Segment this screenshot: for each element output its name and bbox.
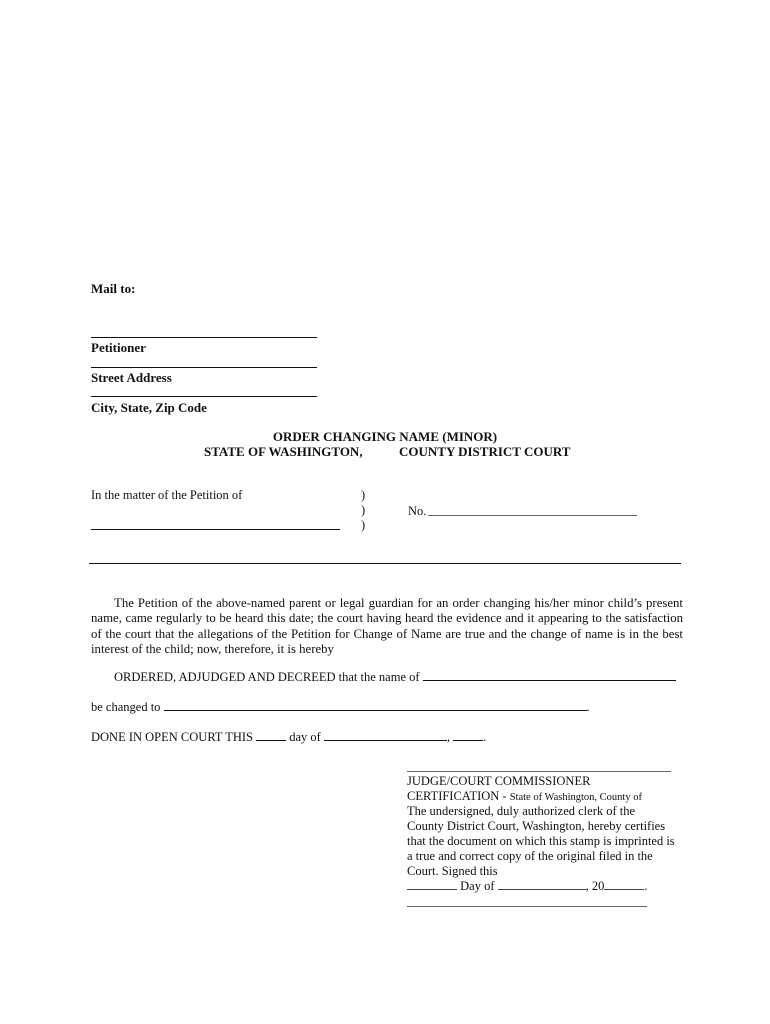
city-state-zip-label: City, State, Zip Code	[91, 400, 207, 415]
changed-to-line	[91, 700, 590, 715]
changed-to-period: .	[586, 700, 590, 714]
caption-paren: )	[361, 488, 366, 502]
petitioner-label: Petitioner	[91, 340, 146, 355]
case-number-field[interactable]	[428, 515, 637, 516]
ordered-text: ORDERED, ADJUDGED AND DECREED that the name of	[114, 670, 420, 684]
child-name-line[interactable]	[91, 529, 340, 530]
document-title: ORDER CHANGING NAME (MINOR)	[272, 429, 498, 444]
case-number-label: No.	[408, 504, 427, 518]
caption-paren: )	[361, 503, 366, 517]
county-district-court: COUNTY DISTRICT COURT	[399, 444, 571, 459]
cert-day-of: Day of	[460, 879, 495, 893]
new-name-field[interactable]	[164, 700, 587, 711]
certification-heading	[407, 789, 642, 805]
done-period: .	[483, 730, 487, 744]
certification-line: a true and correct copy of the original filed in the	[407, 849, 653, 863]
certification-line: Court. Signed this	[407, 864, 498, 878]
matter-label: In the matter of the Petition of	[91, 488, 243, 502]
done-line	[91, 730, 486, 745]
done-year-field[interactable]	[453, 730, 483, 741]
street-address-line[interactable]	[91, 367, 317, 368]
city-state-zip-line[interactable]	[91, 396, 317, 397]
changed-to-text: be changed to	[91, 700, 161, 714]
judge-signature-line[interactable]	[407, 771, 671, 772]
petition-paragraph: The Petition of the above-named parent or legal guardian for an order changing his/her minor child’s present name, came regularly to be heard this date; the court having heard the evidence and it appearing to the satisfaction of the court that the allegations of the Petition for Change of Name are true and the change of name is in the best interest of the child; now, therefore, it is hereby	[91, 596, 683, 657]
current-name-field[interactable]	[423, 670, 676, 681]
certification-date-line	[407, 879, 648, 894]
done-text: DONE IN OPEN COURT THIS	[91, 730, 253, 744]
cert-year-field[interactable]	[604, 879, 644, 890]
done-month-field[interactable]	[324, 730, 447, 741]
certification-line: that the document on which this stamp is imprinted is	[407, 834, 675, 848]
cert-period: .	[644, 879, 648, 893]
certification-line: County District Court, Washington, hereby certifies	[407, 819, 666, 833]
judge-title: JUDGE/COURT COMMISSIONER	[407, 774, 591, 788]
done-day-field[interactable]	[256, 730, 286, 741]
petitioner-signature-line[interactable]	[91, 337, 317, 338]
cert-month-field[interactable]	[498, 879, 586, 890]
state-of-washington: STATE OF WASHINGTON,	[204, 444, 363, 459]
done-comma: ,	[446, 730, 451, 744]
certification-label: CERTIFICATION -	[407, 789, 507, 803]
cert-year-prefix: , 20	[585, 879, 605, 893]
caption-paren: )	[361, 518, 366, 532]
done-day-of: day of	[289, 730, 321, 744]
certification-state: State of Washington, County of	[509, 792, 642, 803]
ordered-line	[114, 670, 676, 685]
mail-to-label: Mail to:	[91, 281, 136, 296]
cert-day-field[interactable]	[407, 879, 457, 890]
street-address-label: Street Address	[91, 370, 172, 385]
section-divider	[89, 563, 681, 564]
certification-line: The undersigned, duly authorized clerk of the	[407, 804, 636, 818]
clerk-signature-line[interactable]	[407, 906, 647, 907]
